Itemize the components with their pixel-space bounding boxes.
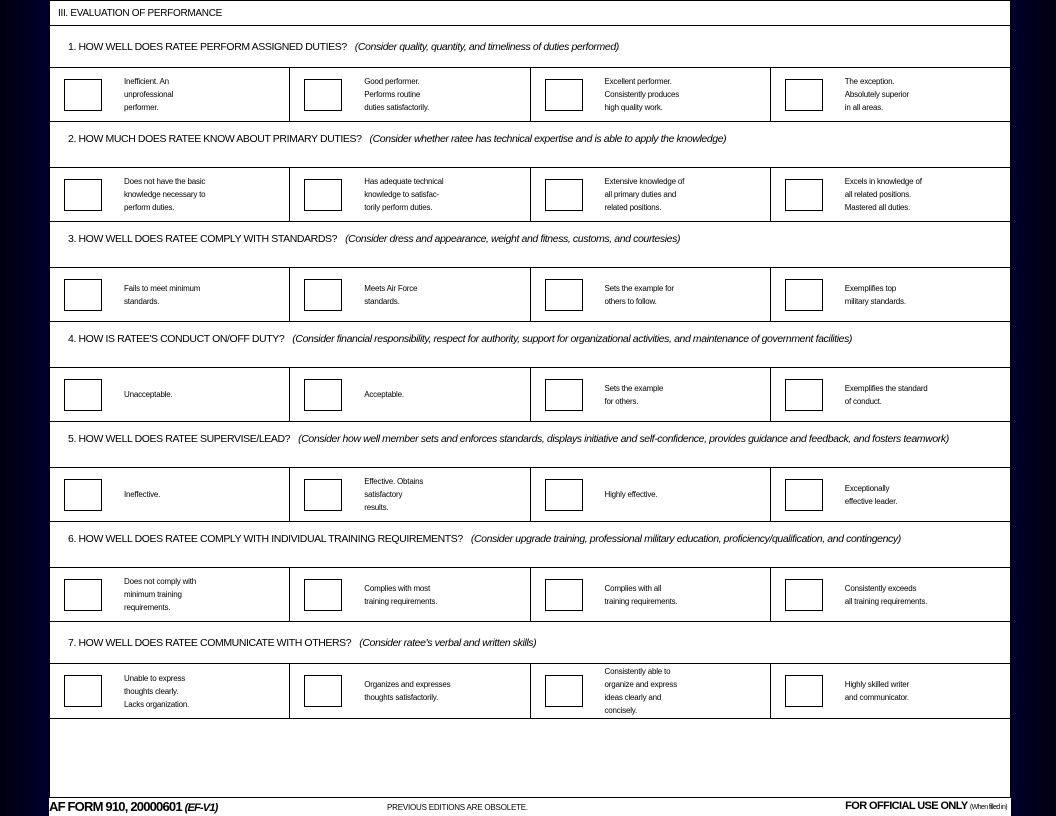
question-hint: (Consider ratee's verbal and written skills): [359, 637, 537, 649]
official-use-text: FOR OFFICIAL USE ONLY: [845, 800, 968, 812]
rating-option: [531, 568, 771, 621]
rating-option: [531, 368, 771, 421]
rating-checkbox[interactable]: [545, 79, 583, 111]
question-5: [50, 422, 1010, 468]
rating-option-label: Exemplifies the standard of conduct.: [844, 383, 928, 406]
question-title: HOW WELL DOES RATEE COMPLY WITH INDIVIDUAL TRAINING REQUIREMENTS?: [78, 533, 463, 545]
question-1: [50, 26, 1010, 68]
rating-option-label: Sets the example for others to follow.: [604, 283, 674, 306]
rating-option-label: Sets the example for others.: [604, 383, 664, 406]
question-number: 7.: [68, 637, 76, 649]
questions-list: [50, 26, 1010, 719]
rating-checkbox[interactable]: [304, 675, 342, 707]
official-use-label: [845, 800, 1007, 812]
question-4: [50, 322, 1010, 368]
obsolete-notice: PREVIOUS EDITIONS ARE OBSOLETE.: [387, 803, 528, 812]
rating-option-label: Excellent performer. Consistently produces high quality work.: [604, 77, 680, 112]
rating-option-label: Does not comply with minimum training requirements.: [124, 577, 197, 612]
question-title: HOW WELL DOES RATEE COMPLY WITH STANDARDS?: [78, 233, 338, 245]
rating-option-label: Exceptionally effective leader.: [844, 483, 898, 506]
official-use-note: (When filled in): [969, 804, 1007, 811]
question-3: [50, 222, 1010, 268]
question-hint: (Consider upgrade training, professional military education, proficiency/qualification, and contingency): [470, 533, 901, 545]
rating-options-row: [50, 168, 1010, 222]
rating-option: [531, 168, 771, 221]
rating-option: [290, 168, 530, 221]
rating-option-label: Fails to meet minimum standards.: [124, 283, 201, 306]
question-title: HOW MUCH DOES RATEE KNOW ABOUT PRIMARY DUTIES?: [78, 133, 362, 145]
rating-option-label: Ineffective.: [124, 490, 161, 499]
rating-options-row: [50, 468, 1010, 522]
rating-checkbox[interactable]: [64, 179, 102, 211]
rating-option-label: Excels in knowledge of all related positions. Mastered all duties.: [844, 177, 922, 212]
rating-option: [50, 468, 290, 521]
rating-option: [531, 268, 771, 321]
rating-option: [50, 268, 290, 321]
question-hint: (Consider quality, quantity, and timeliness of duties performed): [354, 41, 619, 53]
form-footer: [49, 798, 1011, 816]
rating-option-label: Does not have the basic knowledge necessary to perform duties.: [124, 177, 206, 212]
rating-option-label: Consistently exceeds all training requirements.: [844, 583, 928, 606]
rating-checkbox[interactable]: [304, 79, 342, 111]
rating-checkbox[interactable]: [304, 279, 342, 311]
question-title: HOW WELL DOES RATEE SUPERVISE/LEAD?: [78, 433, 291, 445]
rating-option: [290, 664, 530, 718]
rating-option: [771, 368, 1010, 421]
rating-checkbox[interactable]: [785, 675, 823, 707]
evaluation-form: [49, 0, 1011, 798]
rating-option: [771, 168, 1010, 221]
rating-option: [531, 664, 771, 718]
question-7: [50, 622, 1010, 664]
rating-checkbox[interactable]: [785, 179, 823, 211]
rating-options-row: [50, 268, 1010, 322]
rating-checkbox[interactable]: [785, 279, 823, 311]
rating-option: [50, 664, 290, 718]
rating-option-label: Consistently able to organize and express ideas clearly and concisely.: [604, 667, 677, 715]
question-number: 6.: [68, 533, 76, 545]
rating-checkbox[interactable]: [785, 479, 823, 511]
section-title: III. EVALUATION OF PERFORMANCE: [50, 0, 1010, 26]
rating-option-label: Exemplifies top military standards.: [844, 283, 906, 306]
rating-checkbox[interactable]: [304, 579, 342, 611]
rating-option-label: Organizes and expresses thoughts satisfactorily.: [364, 680, 451, 702]
rating-options-row: [50, 68, 1010, 122]
rating-option-label: Effective. Obtains satisfactory results.: [364, 477, 424, 512]
rating-option-label: Good performer. Performs routine duties satisfactorily.: [364, 77, 430, 112]
form-id-text: AF FORM 910, 20000601: [49, 799, 182, 814]
rating-option-label: Has adequate technical knowledge to satisfac- torily perform duties.: [364, 177, 444, 212]
rating-option: [50, 68, 290, 121]
rating-checkbox[interactable]: [545, 279, 583, 311]
rating-option: [290, 468, 530, 521]
rating-options-row: [50, 368, 1010, 422]
rating-option-label: Complies with most training requirements.: [364, 583, 438, 606]
rating-option: [771, 568, 1010, 621]
question-title: HOW IS RATEE'S CONDUCT ON/OFF DUTY?: [78, 333, 285, 345]
rating-checkbox[interactable]: [64, 479, 102, 511]
rating-option-label: Complies with all training requirements.: [604, 583, 678, 606]
question-hint: (Consider dress and appearance, weight and fitness, customs, and courtesies): [345, 233, 681, 245]
form-version: (EF-V1): [184, 802, 218, 814]
rating-option-label: Inefficient. An unprofessional performer.: [124, 77, 174, 112]
rating-checkbox[interactable]: [64, 675, 102, 707]
question-title: HOW WELL DOES RATEE PERFORM ASSIGNED DUTIES?: [78, 41, 347, 53]
rating-option: [50, 568, 290, 621]
rating-options-row: [50, 664, 1010, 719]
rating-checkbox[interactable]: [64, 279, 102, 311]
rating-checkbox[interactable]: [545, 179, 583, 211]
question-number: 2.: [68, 133, 76, 145]
form-id: [49, 799, 218, 814]
rating-checkbox[interactable]: [545, 479, 583, 511]
rating-option: [290, 268, 530, 321]
rating-checkbox[interactable]: [545, 379, 583, 411]
question-number: 4.: [68, 333, 76, 345]
rating-option: [290, 368, 530, 421]
rating-checkbox[interactable]: [785, 579, 823, 611]
question-hint: (Consider financial responsibility, respect for authority, support for organizational activities, and maintenance of government facilities): [292, 333, 853, 345]
rating-option-label: Highly skilled writer and communicator.: [844, 680, 910, 702]
rating-checkbox[interactable]: [64, 379, 102, 411]
question-title: HOW WELL DOES RATEE COMMUNICATE WITH OTHERS?: [78, 637, 352, 649]
rating-option-label: The exception. Absolutely superior in all areas.: [844, 77, 909, 112]
rating-checkbox[interactable]: [304, 179, 342, 211]
rating-option: [771, 68, 1010, 121]
rating-option-label: Meets Air Force standards.: [364, 283, 418, 306]
question-hint: (Consider how well member sets and enforces standards, displays initiative and self-confidence, provides guidance and feedback, and fosters teamwork): [298, 433, 949, 445]
question-hint: (Consider whether ratee has technical expertise and is able to apply the knowledge): [369, 133, 727, 145]
question-number: 3.: [68, 233, 76, 245]
rating-checkbox[interactable]: [545, 579, 583, 611]
rating-checkbox[interactable]: [304, 379, 342, 411]
question-number: 5.: [68, 433, 76, 445]
rating-options-row: [50, 568, 1010, 622]
question-2: [50, 122, 1010, 168]
rating-checkbox[interactable]: [785, 379, 823, 411]
rating-option-label: Extensive knowledge of all primary duties and related positions.: [604, 177, 685, 212]
question-number: 1.: [68, 41, 76, 53]
rating-checkbox[interactable]: [785, 79, 823, 111]
rating-option: [50, 368, 290, 421]
rating-option: [531, 468, 771, 521]
rating-option: [771, 664, 1010, 718]
rating-option: [771, 268, 1010, 321]
rating-checkbox[interactable]: [304, 479, 342, 511]
rating-option: [290, 68, 530, 121]
question-6: [50, 522, 1010, 568]
rating-checkbox[interactable]: [64, 79, 102, 111]
rating-option: [531, 68, 771, 121]
rating-option-label: Unable to express thoughts clearly. Lacks organization.: [124, 673, 190, 709]
rating-option: [50, 168, 290, 221]
rating-checkbox[interactable]: [64, 579, 102, 611]
rating-option: [771, 468, 1010, 521]
rating-option: [290, 568, 530, 621]
rating-option-label: Unacceptable.: [124, 390, 173, 399]
rating-option-label: Highly effective.: [604, 490, 658, 499]
rating-checkbox[interactable]: [545, 675, 583, 707]
rating-option-label: Acceptable.: [364, 390, 404, 399]
